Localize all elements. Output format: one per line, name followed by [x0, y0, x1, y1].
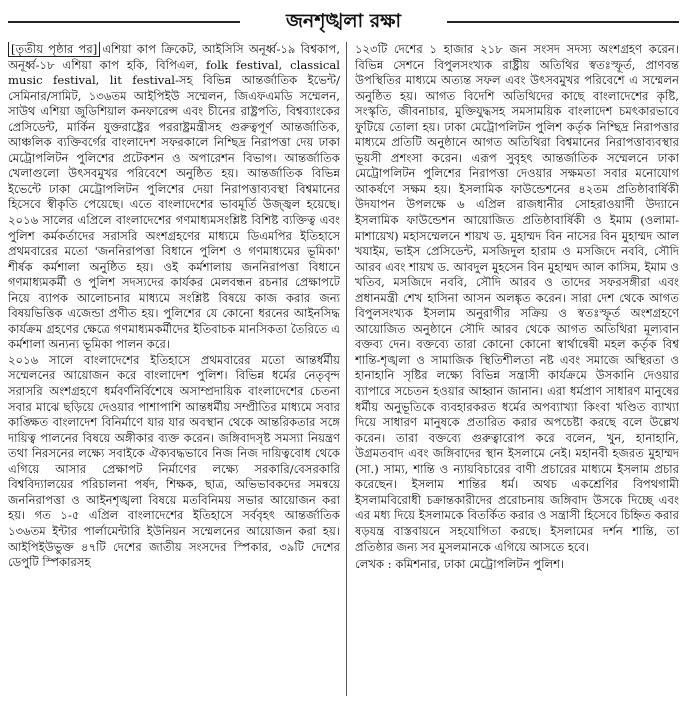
- article-column-right: [355, 42, 679, 696]
- article-paragraph: [8, 42, 340, 353]
- column-divider: [346, 42, 347, 696]
- continued-from-label: [তৃতীয় পৃষ্ঠার পর]: [8, 42, 100, 57]
- article-paragraph: ২০১৬ সালে বাংলাদেশের ইতিহাসে প্রথমবারের মতো আন্তর্ধর্মীয় সম্মেলনের আয়োজন করে বাংলাদেশ পুলিশ। বিভিন্ন ধর্মের নেতৃবৃন্দ সরাসরি অংশগ্রহণে ধর্মবর্ণনির্বিশেষে অসাম্প্রদায়িক বাংলাদেশের চেতনা সবার মাঝে ছড়িয়ে দেওয়ার পাশাপাশি আন্তধর্মীয় সম্প্রীতির মাধ্যমে সবার কাঙ্ক্ষিত বাংলাদেশ বিনির্মাণে যার যার অবস্থান থেকে আন্তরিকতার সঙ্গে দায়িত্ব পালনের বিষয়ে অঙ্গীকার ব্যক্ত করেন। জঙ্গিবাদসৃষ্ট সমস্যা নিয়ন্ত্রণ তথা নিরসনের লক্ষ্যে সবাইকে ঐক্যবদ্ধভাবে নিজ নিজ দায়িত্ববোধ থেকে এগিয়ে আসার প্রেক্ষাপট নির্মাণের লক্ষ্যে সরকারি/বেসরকারি বিশ্ববিদ্যালয়ের পরিচালনা পর্ষদ, শিক্ষক, ছাত্র, অভিভাবকদের সমন্বয়ে জননিরাপত্তা ও আইনশৃঙ্খলা বিষয়ে মতবিনিময় সভার আয়োজন করা হয়। গত ১-৫ এপ্রিল বাংলাদেশের ইতিহাসে সর্ববৃহৎ আন্তর্জাতিক ১৩৬তম ইন্টার পার্লামেন্টারি ইউনিয়ন সম্মেলনের আয়োজন করা হয়। আইপিইউভুক্ত ৪৭টি দেশের জাতীয় সংসদের স্পিকার, ৩৯টি দেশের ডেপুটি স্পিকারসহ: [8, 352, 340, 570]
- header-rule-right: [447, 21, 679, 23]
- article-paragraph: ১২৩টি দেশের ১ হাজার ২১৮ জন সংসদ সদস্য অংশগ্রহণ করেন। বিভিন্ন সেশনে বিপুলসংখ্যক রাষ্ট্রীয় অতিথির স্বতঃস্ফূর্ত, প্রাণবন্ত উপস্থিতির মাধ্যমে অত্যন্ত সফল এবং উৎসবমুখর পরিবেশে এ সম্মেলন অনুষ্ঠিত হয়। আগত বিদেশি অতিথিদের কাছে বাংলাদেশের কৃষ্টি, সংস্কৃতি, জীবনাচার, মুক্তিযুদ্ধসহ সমসাময়িক বাংলাদেশ চমৎকারভাবে ফুটিয়ে তোলা হয়। ঢাকা মেট্রোপলিটন পুলিশ কর্তৃক নিশ্ছিদ্র নিরাপত্তার মাধ্যমে প্রতিটি অনুষ্ঠানে আগত অতিথিরা বিশ্বমানের নিরাপত্তাব্যবস্থার ভূয়সী প্রশংসা করেন। এরূপ সুবৃহৎ আন্তর্জাতিক সম্মেলনে ঢাকা মেট্রোপলিটন পুলিশের নিরাপত্তা দেওয়ার সক্ষমতা সবার মনোযোগ আকর্ষণে সক্ষম হয়। ইসলামিক ফাউন্ডেশনের ৪২তম প্রতিষ্ঠাবার্ষিকী উদযাপন উপলক্ষে ৬ এপ্রিল রাজধানীর সোহরাওয়ার্দী উদ্যানে ইসলামিক ফাউন্ডেশন আয়োজিত প্রতিষ্ঠাবার্ষিকী ও ইমাম (ওলামা-মাশায়েখ) মহাসম্মেলনে শায়খ ড. মুহাম্মদ বিন নাসের বিন মুহাম্মদ আল খযাইম, ভাইস প্রেসিডেন্ট, মসজিদুল হারাম ও মসজিদে নববি, সৌদি আরব এবং শায়খ ড. আবদুল মুহসেন বিন মুহাম্মদ আল কাসিম, ইমাম ও খতিব, মসজিদে নববি, সৌদি আরব ও তাদের সফরসঙ্গীরা এবং প্রধানমন্ত্রী শেখ হাসিনা আসন অলঙ্কৃত করেন। সারা দেশ থেকে আগত বিপুলসংখ্যক ইসলাম অনুরাগীর সক্রিয় ও স্বতঃস্ফূর্ত অংশগ্রহণে আয়োজিত অনুষ্ঠানে সৌদি আরব থেকে আগত অতিথিরা মূল্যবান বক্তব্য দেন। বক্তব্যে তারা কোনো কোনো স্বার্থান্বেষী মহল কর্তৃক বিশ্ব শান্তি-শৃঙ্খলা ও সামাজিক স্থিতিশীলতা নষ্ট এবং সমাজে অস্থিরতা ও হানাহানি সৃষ্টির লক্ষ্যে বিভিন্ন সন্ত্রাসী কার্যক্রমে উসকানি দেওয়ার ব্যাপারে সচেতন হওয়ার আহ্বান জানান। এরা ধর্মপ্রাণ সাধারণ মানুষের ধর্মীয় অনুভূতিকে ব্যবহারকরত ধর্মের অপব্যাখ্যা কিংবা খণ্ডিত ব্যাখ্যা দিয়ে সাধারণ মানুষকে প্রতারিত করার অপচেষ্টা করছে বলে উল্লেখ করেন। তারা বক্তব্যে গুরুত্বারোপ করে বলেন, খুন, হানাহানি, উগ্রমতবাদ এবং জঙ্গিবাদের স্থান ইসলামে নেই। মহানবী হজরত মুহাম্মদ (সা.) সাম্য, শান্তি ও ন্যায়বিচারের বাণী প্রচারের মাধ্যমে ইসলাম প্রচার করেছেন। ইসলাম শান্তির ধর্ম। অথচ একশ্রেণির বিপথগামী ইসলামবিরোধী চক্রান্তকারীদের প্ররোচনায় জঙ্গিবাদ উসকে দিচ্ছে এবং এর মধ্য দিয়ে ইসলামকে বিতর্কিত করার ও সন্ত্রাসী হিসেবে চিহ্নিত করার ষড়যন্ত্র বাস্তবায়নে সহযোগিতা করছে। ইসলামের দর্শন শান্তি, তা প্রতিষ্ঠার জন্য সব মুসলমানকে এগিয়ে আসতে হবে।: [355, 42, 679, 554]
- section-title: জনশৃঙ্খলা রক্ষা: [285, 10, 402, 32]
- paragraph-text: এশিয়া কাপ ক্রিকেট, আইসিসি অনূর্ধ্ব-১৯ বিশ্বকাপ, অনূর্ধ্ব-১৮ এশিয়া কাপ হকি, বিপিএল, folk festival, classical music festival, lit festival-সহ বিভিন্ন আন্তর্জাতিক ইভেন্ট/সেমিনার/সামিট, ১৩৬তম আইপিইউ সম্মেলন, জিএফএমডি সম্মেলন, সাউথ এশিয়া জুডিশিয়াল কনফারেন্স এবং চীনের রাষ্ট্রপতি, বিশ্বব্যাংকের প্রেসিডেন্ট, মার্কিন যুক্তরাষ্ট্রের পররাষ্ট্রমন্ত্রীসহ গুরুত্বপূর্ণ আন্তর্জাতিক, আঞ্চলিক ব্যক্তিবর্গের বাংলাদেশ সফরকালে নিশ্ছিদ্র নিরাপত্তা দেয় ঢাকা মেট্রোপলিটন পুলিশের প্রটেকশন ও অপারেশন বিভাগ। আন্তর্জাতিক খেলাগুলো উৎসবমুখর পরিবেশে অনুষ্ঠিত হয়। আন্তর্জাতিক বিভিন্ন ইভেন্টে ঢাকা মেট্রোপলিটন পুলিশের দেয়া নিরাপত্তাব্যবস্থা বিশ্বমানের হিসেবে স্বীকৃতি পেয়েছে। এতে বাংলাদেশের ভাবমূর্তি উজ্জ্বল হয়েছে। ২০১৬ সালের এপ্রিলে বাংলাদেশের গণমাধ্যমসংশ্লিষ্ট বিশিষ্ট ব্যক্তিত্ব এবং পুলিশ কর্মকর্তাদের সরাসরি অংশগ্রহণের মাধ্যমে ডিএমপির ইতিহাসে প্রথমবারের মতো 'জননিরাপত্তা বিধানে পুলিশ ও গণমাধ্যমের ভূমিকা' শীর্ষক কর্মশালা অনুষ্ঠিত হয়। ওই কর্মশালায় জননিরাপত্তা বিধানে গণমাধ্যমকর্মী ও পুলিশ সদস্যদের কার্যকর মেলবন্ধন রচনার প্রেক্ষাপটে নিয়ে ব্যাপক আলোচনার মাধ্যমে সংশ্লিষ্ট বিষয়ে কাজ করার জন্য বিষয়ভিত্তিক এজেন্ডা প্রণীত হয়। পুলিশের যে কোনো ধরনের আইনসিদ্ধ কার্যক্রম গ্রহণের ক্ষেত্রে গণমাধ্যমকর্মীদের ইতিবাচক মানসিকতা তৈরিতে এ কর্মশালা অন্যন্য ভূমিকা পালন করে।: [8, 42, 340, 352]
- header-rule-left: [8, 21, 240, 23]
- section-header: [8, 6, 679, 36]
- author-byline: লেখক : কমিশনার, ঢাকা মেট্রোপলিটন পুলিশ।: [355, 557, 565, 572]
- article-column-left: [8, 42, 340, 696]
